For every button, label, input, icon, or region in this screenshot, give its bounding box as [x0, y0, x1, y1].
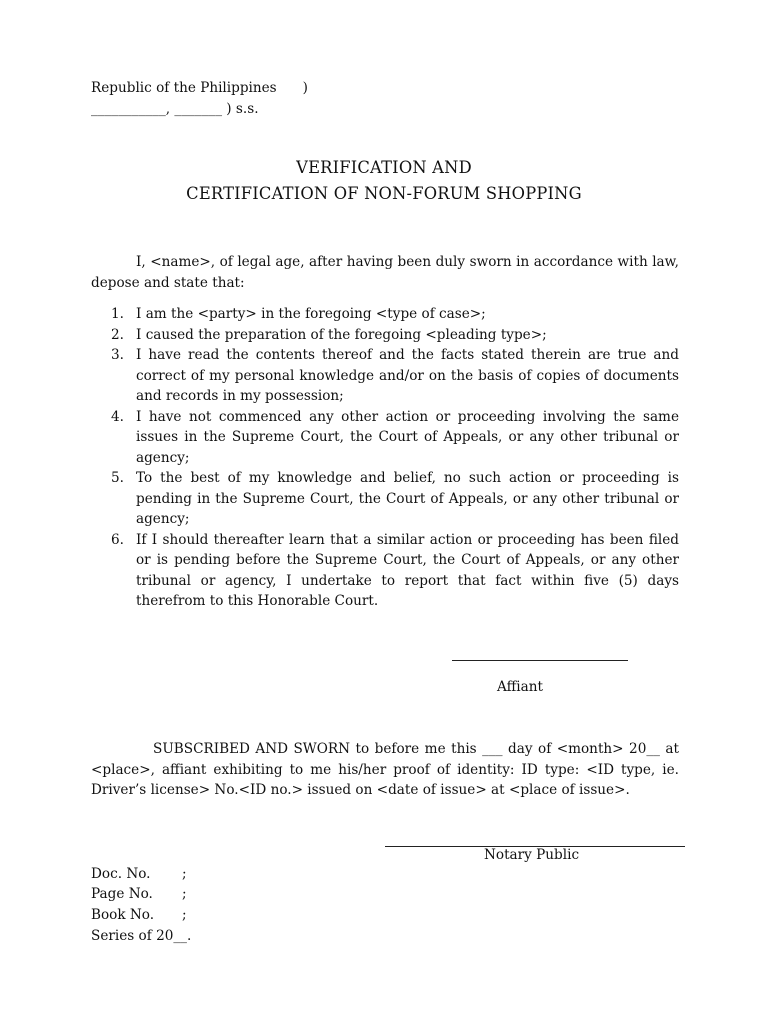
item-text: If I should thereafter learn that a similar action or proceeding has been filed or is pending before the Supreme Court, the Court of Appeals, or any other tribunal or agency, I undertake to report that fact within five (5) days therefrom to this Honorable Court. — [136, 531, 679, 609]
venue-line-1 — [91, 78, 308, 99]
jurat-paragraph: SUBSCRIBED AND SWORN to before me this ___ day of <month> 20__ at <place>, affiant exhibiting to me his/her proof of identity: ID type: <ID type, ie. Driver’s license> No.<ID no.> issued on <date of issue> at <place of issue>. — [91, 741, 679, 798]
list-item — [91, 325, 679, 346]
item-number: 4. — [111, 408, 124, 425]
doc-no-label: Doc. No. — [91, 866, 151, 882]
series-label: Series of 20__. — [91, 928, 192, 944]
venue-line-2: ___________, _______ ) s.s. — [91, 101, 259, 117]
list-item — [91, 530, 679, 612]
item-text: I have read the contents thereof and the facts stated therein are true and correct of my personal knowledge and/or on the basis of copies of documents and records in my possession; — [136, 347, 679, 404]
item-number: 3. — [111, 347, 124, 363]
affiant-signature-line — [452, 660, 628, 661]
item-number: 2. — [111, 326, 124, 343]
doc-no-separator: ; — [182, 866, 187, 882]
affiant-label: Affiant — [497, 679, 543, 695]
intro-paragraph: I, <name>, of legal age, after having been duly sworn in accordance with law, depose and state that: — [91, 254, 679, 291]
item-number: 5. — [111, 470, 124, 486]
venue-paren: ) — [302, 80, 308, 96]
item-number: 6. — [111, 531, 124, 548]
item-number: 1. — [111, 306, 124, 322]
statement-list — [91, 304, 679, 612]
item-text: I caused the preparation of the foregoing <pleading type>; — [136, 326, 547, 343]
list-item — [91, 304, 679, 325]
list-item — [91, 468, 679, 530]
book-no-separator: ; — [182, 907, 187, 923]
page-no-label: Page No. — [91, 886, 153, 902]
item-text: I have not commenced any other action or proceeding involving the same issues in the Supreme Court, the Court of Appeals, or any other tribunal or agency; — [136, 408, 679, 466]
page-no-separator: ; — [182, 886, 187, 902]
notary-label: Notary Public — [484, 847, 580, 863]
list-item — [91, 407, 679, 469]
item-text: To the best of my knowledge and belief, no such action or proceeding is pending in the Supreme Court, the Court of Appeals, or any other tribunal or agency; — [136, 470, 679, 527]
venue-republic: Republic of the Philippines — [91, 80, 277, 96]
title-line-2: CERTIFICATION OF NON-FORUM SHOPPING — [186, 184, 582, 203]
list-item — [91, 345, 679, 407]
item-text: I am the <party> in the foregoing <type of case>; — [136, 306, 486, 322]
book-no-label: Book No. — [91, 907, 155, 923]
title-line-1: VERIFICATION AND — [296, 158, 472, 177]
